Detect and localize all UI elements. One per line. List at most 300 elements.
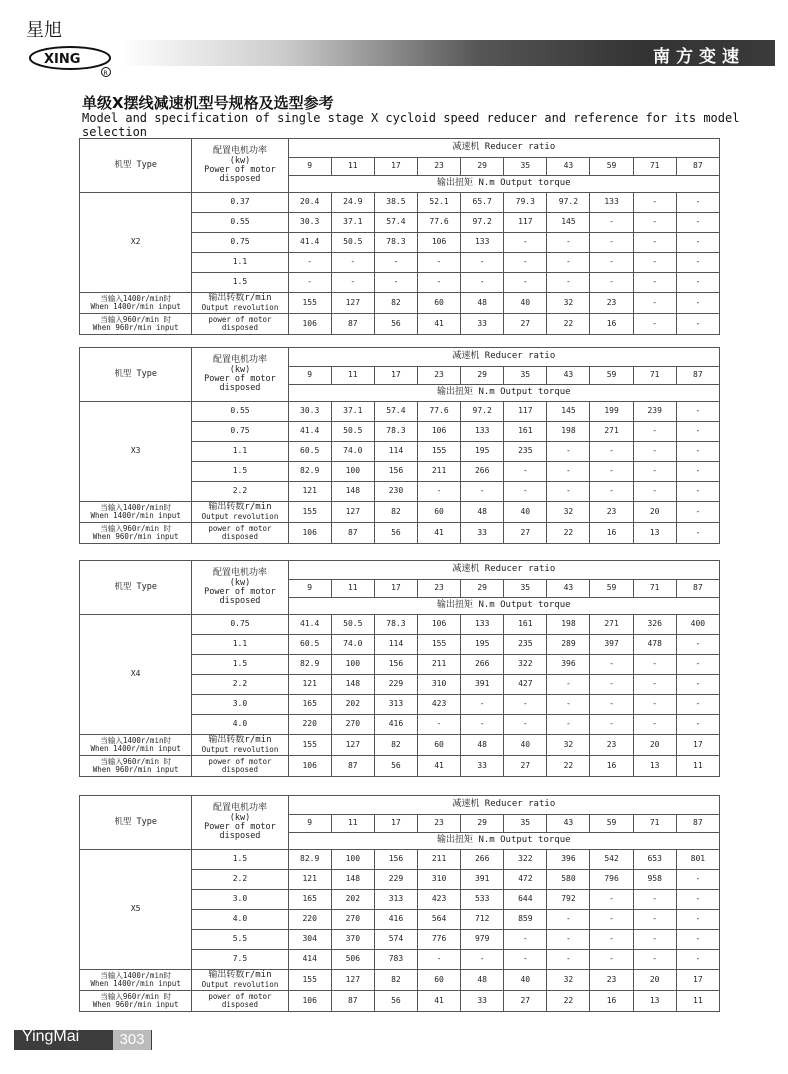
torque-value: - xyxy=(374,273,417,293)
speed-row-960 xyxy=(80,756,720,777)
torque-value: 313 xyxy=(374,695,417,715)
speed-value: 106 xyxy=(288,523,331,544)
ratio-value: 71 xyxy=(633,580,676,598)
torque-value: 161 xyxy=(504,615,547,635)
torque-value: 220 xyxy=(288,910,331,930)
logo-script: 星旭 xyxy=(26,20,62,41)
torque-value: 114 xyxy=(374,635,417,655)
input-960-cn: 当输入960r/min 时 xyxy=(100,757,171,767)
torque-value: - xyxy=(547,910,590,930)
header-row xyxy=(80,139,720,158)
torque-value: 165 xyxy=(288,695,331,715)
header-banner xyxy=(120,40,775,66)
torque-value: 57.4 xyxy=(374,402,417,422)
torque-value: 423 xyxy=(417,890,460,910)
speed-value: 48 xyxy=(461,293,504,314)
torque-value: 270 xyxy=(331,715,374,735)
torque-value: - xyxy=(633,950,676,970)
torque-header: 输出扭矩 N.m Output torque xyxy=(288,176,719,193)
power-row-en1: power of motor xyxy=(208,315,272,325)
torque-value: - xyxy=(676,253,719,273)
speed-value: 22 xyxy=(547,756,590,777)
torque-value: - xyxy=(504,253,547,273)
torque-value: 958 xyxy=(633,870,676,890)
speed-label-cn: 输出转数r/min xyxy=(208,970,272,981)
torque-value: 78.3 xyxy=(374,233,417,253)
torque-value: 326 xyxy=(633,615,676,635)
torque-value: - xyxy=(676,273,719,293)
torque-value: - xyxy=(590,213,633,233)
motor-power: 4.0 xyxy=(192,715,288,735)
motor-power: 1.5 xyxy=(192,655,288,675)
torque-value: - xyxy=(417,950,460,970)
input-1400-en: When 1400r/min input xyxy=(90,511,181,520)
speed-value: 16 xyxy=(590,756,633,777)
model-type-header: 机型 Type xyxy=(80,561,192,615)
motor-power: 0.55 xyxy=(192,402,288,422)
spec-table-x5 xyxy=(79,795,720,1012)
torque-value: - xyxy=(547,442,590,462)
motor-power: 1.5 xyxy=(192,273,288,293)
torque-value: - xyxy=(676,462,719,482)
torque-value: 145 xyxy=(547,213,590,233)
model-name: X5 xyxy=(80,850,192,970)
speed-value: 87 xyxy=(331,523,374,544)
ratio-value: 9 xyxy=(288,580,331,598)
torque-value: 776 xyxy=(417,930,460,950)
torque-value: 106 xyxy=(417,233,460,253)
torque-value: - xyxy=(547,675,590,695)
torque-value: 114 xyxy=(374,442,417,462)
torque-value: 60.5 xyxy=(288,635,331,655)
torque-value: 156 xyxy=(374,462,417,482)
speed-value: 27 xyxy=(504,314,547,335)
torque-value: 50.5 xyxy=(331,615,374,635)
power-header xyxy=(192,348,288,402)
motor-power: 7.5 xyxy=(192,950,288,970)
motor-power: 1.5 xyxy=(192,850,288,870)
torque-value: - xyxy=(676,870,719,890)
input-1400-label xyxy=(80,970,192,991)
speed-value: 22 xyxy=(547,523,590,544)
speed-value: 32 xyxy=(547,502,590,523)
ratio-value: 17 xyxy=(374,367,417,385)
torque-value: - xyxy=(633,273,676,293)
power-header xyxy=(192,796,288,850)
power-unit: (kw) xyxy=(229,364,251,375)
torque-value: - xyxy=(547,715,590,735)
torque-value: - xyxy=(633,442,676,462)
input-960-cn: 当输入960r/min 时 xyxy=(100,315,171,325)
speed-value: 82 xyxy=(374,735,417,756)
speed-value: 87 xyxy=(331,991,374,1012)
torque-header: 输出扭矩 N.m Output torque xyxy=(288,598,719,615)
spec-table-x3 xyxy=(79,347,720,544)
power-row-en2: disposed xyxy=(221,765,259,774)
speed-label-cn: 输出转数r/min xyxy=(208,502,272,513)
ratio-value: 11 xyxy=(331,580,374,598)
torque-value: 414 xyxy=(288,950,331,970)
speed-value: 127 xyxy=(331,970,374,991)
speed-value: 20 xyxy=(633,502,676,523)
speed-value: 127 xyxy=(331,293,374,314)
torque-value: - xyxy=(676,193,719,213)
torque-value: - xyxy=(633,422,676,442)
output-rev-label xyxy=(192,735,288,756)
svg-text:R: R xyxy=(103,70,108,77)
torque-value: - xyxy=(417,273,460,293)
speed-value: - xyxy=(676,502,719,523)
power-row-en2: disposed xyxy=(221,532,259,541)
ratio-header: 减速机 Reducer ratio xyxy=(288,139,719,158)
torque-value: 121 xyxy=(288,870,331,890)
speed-value: 40 xyxy=(504,735,547,756)
torque-value: - xyxy=(504,950,547,970)
torque-value: 97.2 xyxy=(461,402,504,422)
output-rev-label xyxy=(192,293,288,314)
page-title-cn: 单级X摆线减速机型号规格及选型参考 xyxy=(82,94,334,112)
torque-value: - xyxy=(590,675,633,695)
torque-value: 416 xyxy=(374,910,417,930)
torque-value: 195 xyxy=(461,635,504,655)
torque-value: 30.3 xyxy=(288,213,331,233)
power-row-en2: disposed xyxy=(221,1000,259,1009)
motor-power: 0.75 xyxy=(192,615,288,635)
torque-value: - xyxy=(417,253,460,273)
speed-value: 60 xyxy=(417,293,460,314)
torque-value: - xyxy=(374,253,417,273)
input-960-label xyxy=(80,314,192,335)
ratio-value: 23 xyxy=(417,158,460,176)
torque-value: 41.4 xyxy=(288,233,331,253)
torque-value: - xyxy=(504,715,547,735)
torque-value: - xyxy=(590,890,633,910)
input-1400-cn: 当输入1400r/min时 xyxy=(100,294,171,304)
speed-value: 127 xyxy=(331,502,374,523)
speed-value: - xyxy=(676,314,719,335)
power-label-cn: 配置电机功率 xyxy=(212,568,267,579)
speed-value: 33 xyxy=(461,756,504,777)
ratio-value: 43 xyxy=(547,815,590,833)
speed-label-en: Output revolution xyxy=(201,302,279,312)
torque-value: 423 xyxy=(417,695,460,715)
torque-value: - xyxy=(417,715,460,735)
torque-value: 211 xyxy=(417,850,460,870)
torque-value: - xyxy=(676,675,719,695)
speed-value: 22 xyxy=(547,314,590,335)
torque-value: - xyxy=(633,695,676,715)
speed-value: 23 xyxy=(590,970,633,991)
output-rev-label xyxy=(192,502,288,523)
torque-value: 156 xyxy=(374,850,417,870)
torque-value: 391 xyxy=(461,675,504,695)
torque-value: 50.5 xyxy=(331,233,374,253)
speed-value: 32 xyxy=(547,970,590,991)
torque-value: - xyxy=(590,655,633,675)
spec-table-x4 xyxy=(79,560,720,777)
torque-value: 52.1 xyxy=(417,193,460,213)
torque-value: 74.0 xyxy=(331,442,374,462)
model-name: X4 xyxy=(80,615,192,735)
torque-value: - xyxy=(676,715,719,735)
torque-value: - xyxy=(461,715,504,735)
power-header xyxy=(192,561,288,615)
power-disposed-label xyxy=(192,523,288,544)
speed-value: 23 xyxy=(590,502,633,523)
speed-value: 32 xyxy=(547,293,590,314)
speed-value: 155 xyxy=(288,735,331,756)
motor-power: 0.37 xyxy=(192,193,288,213)
ratio-value: 9 xyxy=(288,158,331,176)
torque-value: 564 xyxy=(417,910,460,930)
torque-value: 198 xyxy=(547,615,590,635)
speed-value: 27 xyxy=(504,756,547,777)
torque-value: 121 xyxy=(288,675,331,695)
speed-value: 87 xyxy=(331,756,374,777)
torque-value: - xyxy=(676,233,719,253)
input-1400-label xyxy=(80,502,192,523)
torque-value: 416 xyxy=(374,715,417,735)
torque-value: 271 xyxy=(590,422,633,442)
torque-value: 161 xyxy=(504,422,547,442)
torque-value: 41.4 xyxy=(288,422,331,442)
ratio-value: 17 xyxy=(374,580,417,598)
torque-value: 270 xyxy=(331,910,374,930)
torque-value: - xyxy=(676,950,719,970)
torque-value: 156 xyxy=(374,655,417,675)
torque-value: 79.3 xyxy=(504,193,547,213)
speed-value: 41 xyxy=(417,991,460,1012)
torque-value: 644 xyxy=(504,890,547,910)
torque-value: 220 xyxy=(288,715,331,735)
torque-value: 801 xyxy=(676,850,719,870)
torque-value: 533 xyxy=(461,890,504,910)
torque-value: 78.3 xyxy=(374,615,417,635)
torque-value: 78.3 xyxy=(374,422,417,442)
ratio-value: 43 xyxy=(547,580,590,598)
motor-power: 4.0 xyxy=(192,910,288,930)
ratio-value: 23 xyxy=(417,815,460,833)
ratio-value: 87 xyxy=(676,815,719,833)
speed-value: 17 xyxy=(676,735,719,756)
torque-value: 199 xyxy=(590,402,633,422)
ratio-value: 71 xyxy=(633,158,676,176)
torque-value: - xyxy=(633,482,676,502)
speed-value: 41 xyxy=(417,756,460,777)
header-row xyxy=(80,561,720,580)
speed-value: 17 xyxy=(676,970,719,991)
torque-value: - xyxy=(633,910,676,930)
torque-header: 输出扭矩 N.m Output torque xyxy=(288,385,719,402)
speed-row-1400 xyxy=(80,970,720,991)
torque-value: 117 xyxy=(504,402,547,422)
torque-value: 100 xyxy=(331,850,374,870)
torque-value: - xyxy=(676,213,719,233)
ratio-value: 87 xyxy=(676,580,719,598)
torque-value: - xyxy=(590,442,633,462)
power-row-en1: power of motor xyxy=(208,757,272,767)
power-label-en: Power of motor xyxy=(204,164,276,175)
torque-value: - xyxy=(590,695,633,715)
torque-value: 77.6 xyxy=(417,213,460,233)
speed-value: 40 xyxy=(504,293,547,314)
speed-value: 11 xyxy=(676,756,719,777)
torque-value: 202 xyxy=(331,890,374,910)
torque-value: - xyxy=(676,635,719,655)
torque-value: 979 xyxy=(461,930,504,950)
torque-value: - xyxy=(547,273,590,293)
speed-value: 33 xyxy=(461,314,504,335)
speed-value: - xyxy=(676,523,719,544)
torque-value: - xyxy=(504,482,547,502)
torque-value: 542 xyxy=(590,850,633,870)
power-label-cn: 配置电机功率 xyxy=(212,146,267,157)
power-unit: (kw) xyxy=(229,812,251,823)
torque-value: 145 xyxy=(547,402,590,422)
torque-value: 239 xyxy=(633,402,676,422)
model-type-header: 机型 Type xyxy=(80,139,192,193)
input-960-label xyxy=(80,991,192,1012)
motor-power: 3.0 xyxy=(192,695,288,715)
torque-value: 155 xyxy=(417,442,460,462)
ratio-value: 9 xyxy=(288,367,331,385)
torque-value: 211 xyxy=(417,655,460,675)
motor-power: 3.0 xyxy=(192,890,288,910)
torque-value: 370 xyxy=(331,930,374,950)
ratio-value: 29 xyxy=(461,580,504,598)
torque-value: - xyxy=(461,482,504,502)
input-1400-en: When 1400r/min input xyxy=(90,744,181,753)
speed-value: 16 xyxy=(590,314,633,335)
power-label-en2: disposed xyxy=(219,382,261,393)
torque-value: 396 xyxy=(547,850,590,870)
spec-table-x2 xyxy=(79,138,720,335)
ratio-value: 23 xyxy=(417,367,460,385)
table-row xyxy=(80,402,720,422)
speed-row-960 xyxy=(80,314,720,335)
torque-value: 506 xyxy=(331,950,374,970)
ratio-value: 35 xyxy=(504,367,547,385)
speed-value: 23 xyxy=(590,293,633,314)
power-row-en1: power of motor xyxy=(208,992,272,1002)
input-1400-label xyxy=(80,293,192,314)
torque-value: - xyxy=(590,910,633,930)
torque-value: 230 xyxy=(374,482,417,502)
ratio-value: 59 xyxy=(590,367,633,385)
torque-value: 148 xyxy=(331,675,374,695)
torque-value: 266 xyxy=(461,850,504,870)
speed-value: 82 xyxy=(374,502,417,523)
torque-value: 106 xyxy=(417,422,460,442)
speed-value: 82 xyxy=(374,970,417,991)
speed-value: 48 xyxy=(461,502,504,523)
torque-value: 266 xyxy=(461,462,504,482)
speed-value: 56 xyxy=(374,756,417,777)
ratio-value: 11 xyxy=(331,367,374,385)
speed-value: 56 xyxy=(374,523,417,544)
torque-value: - xyxy=(676,482,719,502)
torque-value: - xyxy=(633,193,676,213)
speed-value: 16 xyxy=(590,523,633,544)
torque-value: 202 xyxy=(331,695,374,715)
ratio-header: 减速机 Reducer ratio xyxy=(288,561,719,580)
torque-value: 391 xyxy=(461,870,504,890)
torque-value: - xyxy=(633,655,676,675)
speed-value: 82 xyxy=(374,293,417,314)
torque-value: 155 xyxy=(417,635,460,655)
torque-value: - xyxy=(676,402,719,422)
torque-value: - xyxy=(590,273,633,293)
speed-value: - xyxy=(633,293,676,314)
ratio-value: 17 xyxy=(374,815,417,833)
ratio-value: 29 xyxy=(461,367,504,385)
torque-value: 580 xyxy=(547,870,590,890)
torque-value: - xyxy=(547,482,590,502)
speed-value: 56 xyxy=(374,314,417,335)
motor-power: 0.75 xyxy=(192,422,288,442)
torque-value: - xyxy=(504,695,547,715)
torque-value: 133 xyxy=(461,233,504,253)
input-960-cn: 当输入960r/min 时 xyxy=(100,524,171,534)
model-name: X2 xyxy=(80,193,192,293)
motor-power: 2.2 xyxy=(192,482,288,502)
power-label-en2: disposed xyxy=(219,173,261,184)
motor-power: 1.1 xyxy=(192,253,288,273)
power-header xyxy=(192,139,288,193)
torque-value: 97.2 xyxy=(547,193,590,213)
torque-value: 38.5 xyxy=(374,193,417,213)
speed-value: 11 xyxy=(676,991,719,1012)
torque-value: 396 xyxy=(547,655,590,675)
torque-value: - xyxy=(633,890,676,910)
header-row xyxy=(80,348,720,367)
torque-value: 195 xyxy=(461,442,504,462)
torque-value: 322 xyxy=(504,655,547,675)
torque-value: - xyxy=(676,930,719,950)
speed-row-1400 xyxy=(80,293,720,314)
torque-value: - xyxy=(331,253,374,273)
torque-value: - xyxy=(547,233,590,253)
speed-value: 27 xyxy=(504,523,547,544)
power-label-en: Power of motor xyxy=(204,586,276,597)
torque-value: - xyxy=(633,715,676,735)
torque-value: 65.7 xyxy=(461,193,504,213)
torque-value: - xyxy=(590,715,633,735)
torque-value: - xyxy=(547,950,590,970)
power-label-cn: 配置电机功率 xyxy=(212,803,267,814)
motor-power: 2.2 xyxy=(192,675,288,695)
speed-value: - xyxy=(676,293,719,314)
torque-value: - xyxy=(633,253,676,273)
model-name: X3 xyxy=(80,402,192,502)
table-row xyxy=(80,850,720,870)
torque-value: 37.1 xyxy=(331,402,374,422)
speed-value: 33 xyxy=(461,523,504,544)
input-1400-cn: 当输入1400r/min时 xyxy=(100,503,171,513)
torque-value: 229 xyxy=(374,675,417,695)
table-row xyxy=(80,615,720,635)
torque-value: 60.5 xyxy=(288,442,331,462)
torque-value: 148 xyxy=(331,482,374,502)
torque-value: - xyxy=(288,273,331,293)
ratio-value: 17 xyxy=(374,158,417,176)
input-960-label xyxy=(80,523,192,544)
speed-value: 106 xyxy=(288,756,331,777)
torque-value: - xyxy=(676,422,719,442)
torque-value: 783 xyxy=(374,950,417,970)
torque-value: 472 xyxy=(504,870,547,890)
torque-value: - xyxy=(331,273,374,293)
